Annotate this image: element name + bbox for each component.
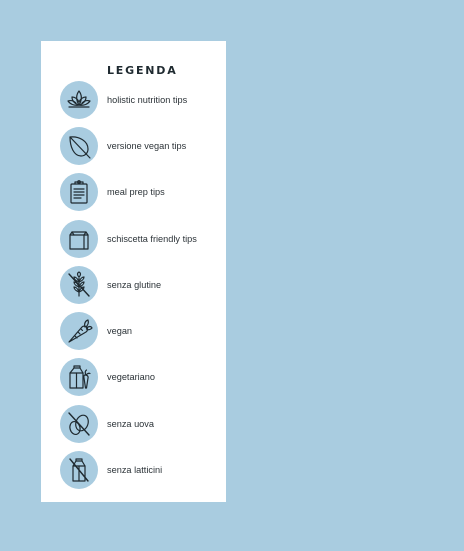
legend-item: [60, 220, 226, 258]
lotus-icon: [65, 86, 93, 114]
legend-title: LEGENDA: [107, 64, 178, 77]
legend-item: [60, 127, 226, 165]
icon-circle: [60, 405, 98, 443]
legend-item: [60, 81, 226, 119]
legend-item: [60, 266, 226, 304]
paper-bag-icon: [65, 225, 93, 253]
legend-item: [60, 312, 226, 350]
leaf-icon: [65, 132, 93, 160]
icon-circle: [60, 312, 98, 350]
carrot-icon: [65, 317, 93, 345]
icon-circle: [60, 81, 98, 119]
legend-item-label: schiscetta friendly tips: [107, 234, 197, 244]
legend-item-label: senza latticini: [107, 465, 163, 475]
clipboard-icon: [65, 178, 93, 206]
legend-item: [60, 405, 226, 443]
icon-circle: [60, 127, 98, 165]
no-wheat-icon: [65, 271, 93, 299]
legend-item-label: vegetariano: [107, 372, 156, 382]
legend-item-label: meal prep tips: [107, 187, 165, 197]
icon-circle: [60, 220, 98, 258]
legend-item: [60, 358, 226, 396]
icon-circle: [60, 173, 98, 211]
legend-item-label: holistic nutrition tips: [107, 95, 188, 105]
legend-item: [60, 173, 226, 211]
legend-card: [41, 41, 226, 502]
milk-carrot-icon: [65, 363, 93, 391]
icon-circle: [60, 266, 98, 304]
legend-item-label: senza uova: [107, 419, 154, 429]
legend-item-label: versione vegan tips: [107, 141, 187, 151]
legend-item: [60, 451, 226, 489]
no-egg-icon: [65, 410, 93, 438]
icon-circle: [60, 451, 98, 489]
icon-circle: [60, 358, 98, 396]
no-milk-icon: [65, 456, 93, 484]
legend-item-label: vegan: [107, 326, 133, 336]
legend-item-label: senza glutine: [107, 280, 162, 290]
